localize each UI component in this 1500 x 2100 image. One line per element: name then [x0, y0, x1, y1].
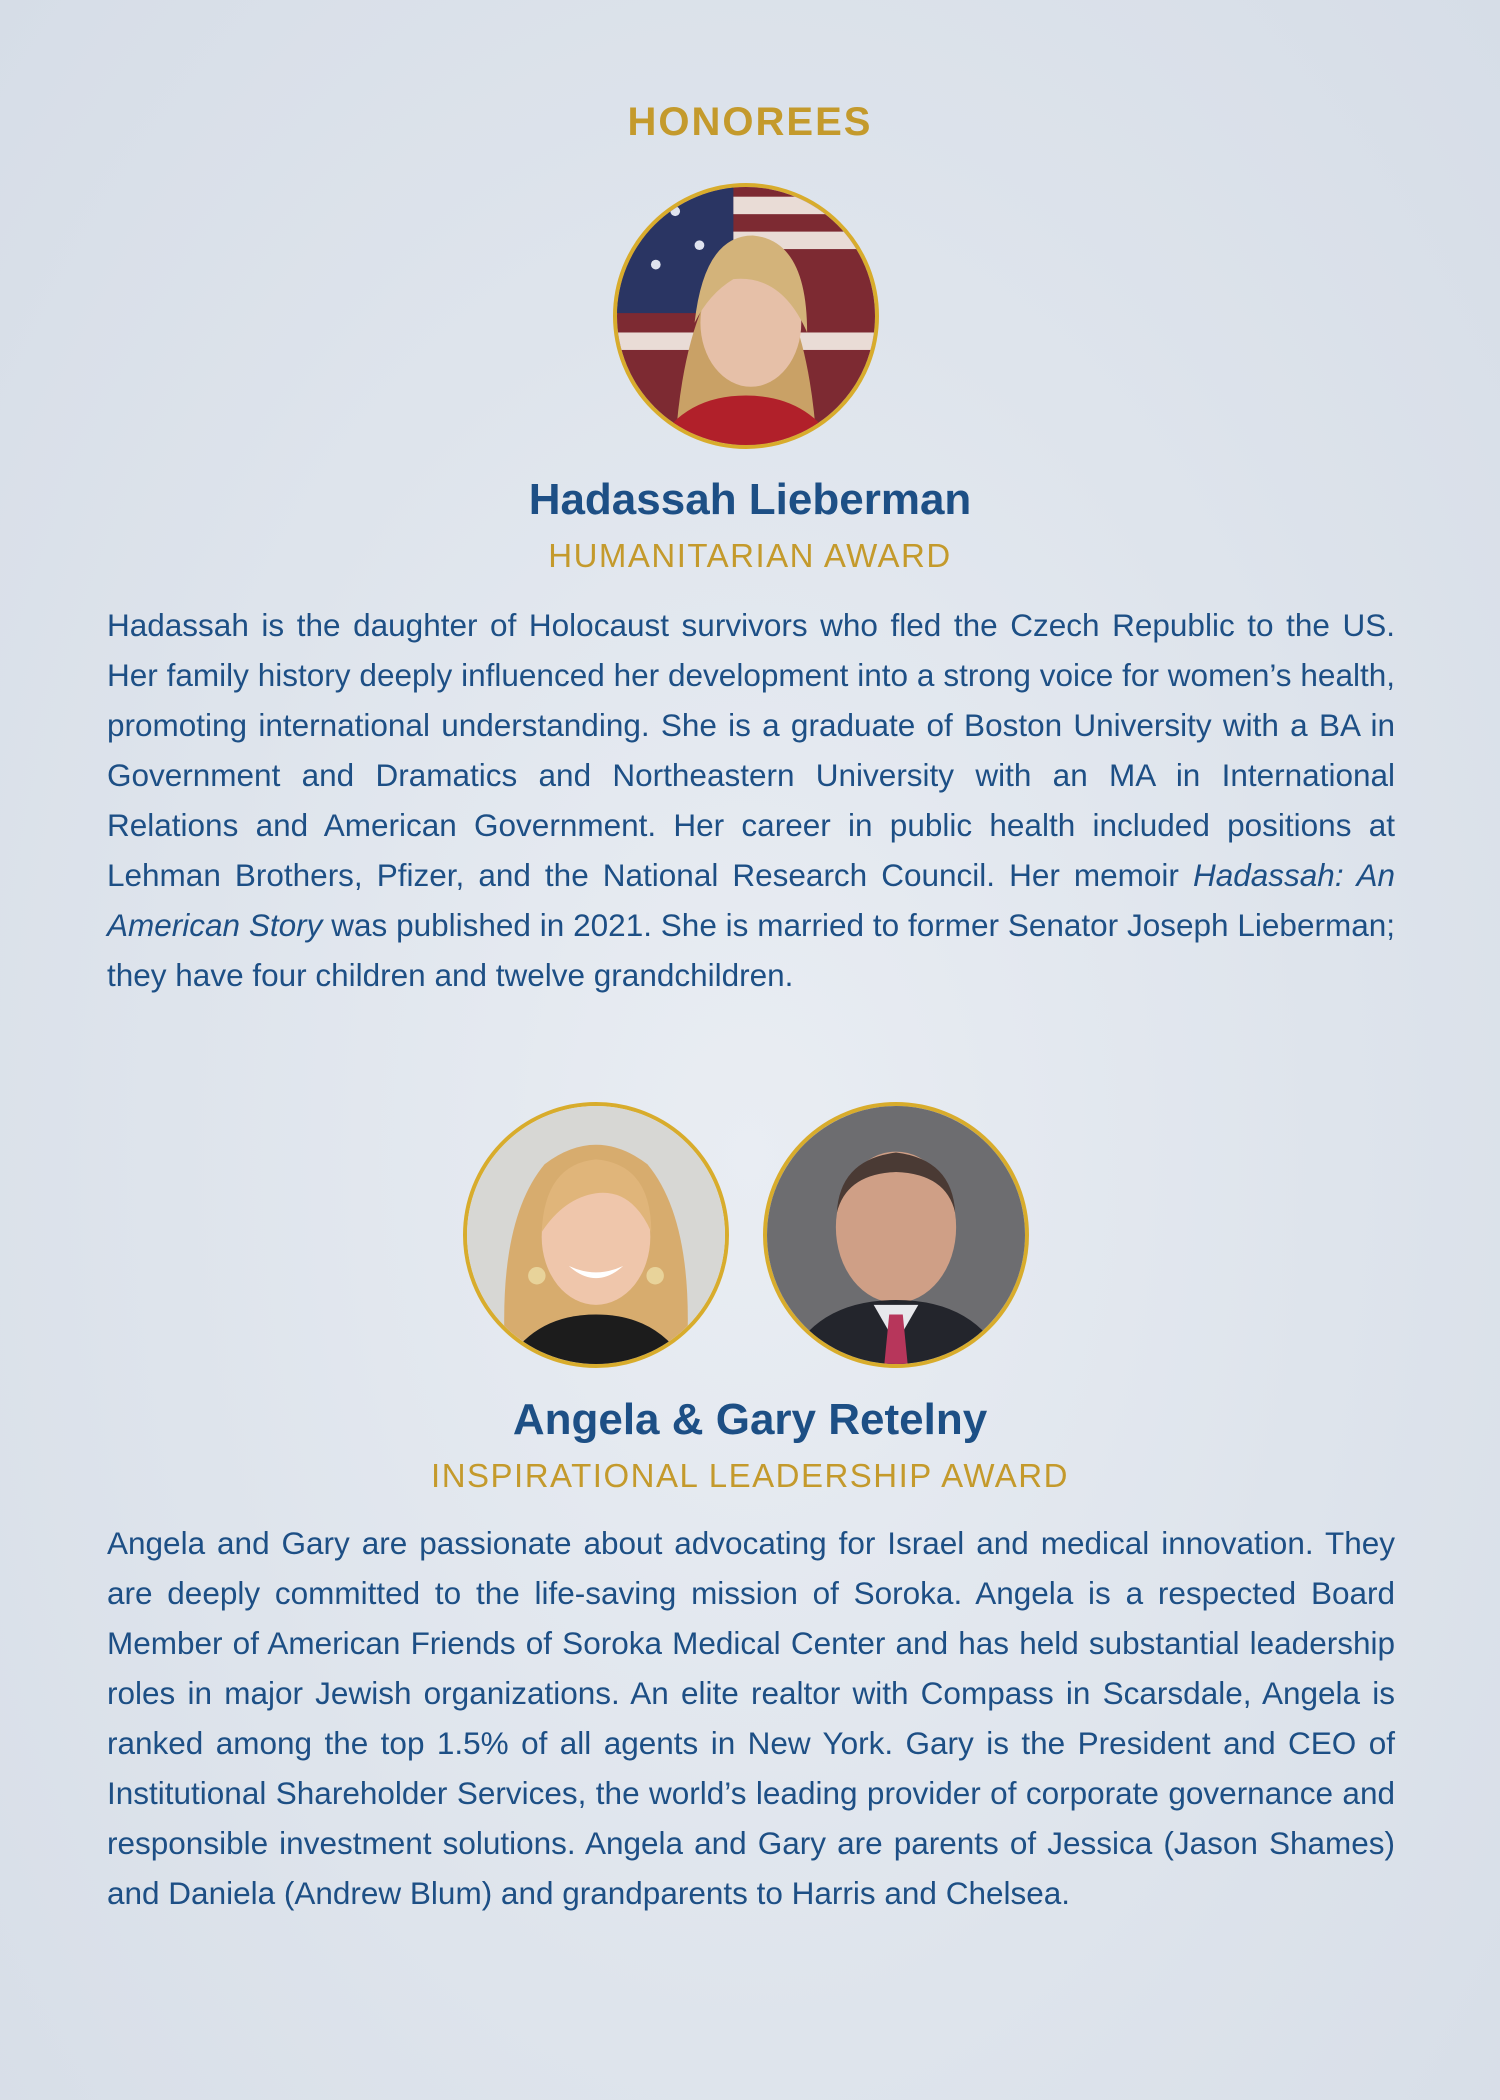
award-title: INSPIRATIONAL LEADERSHIP AWARD [431, 1457, 1069, 1494]
bio-text-continued: was published in 2021. She is married to former Senator Joseph Lieberman; they have four children and twelve grandchildren. [107, 907, 1395, 993]
honoree-bio [107, 600, 1395, 1000]
honoree-name: Hadassah Lieberman [528, 475, 972, 524]
book-title: Hadassah: An American Story [107, 857, 1395, 943]
portrait-hadassah-lieberman [613, 183, 879, 449]
portrait-hadassah-image [617, 187, 875, 445]
honoree-name: Angela & Gary Retelny [512, 1395, 988, 1444]
portrait-angela-image [467, 1106, 725, 1364]
section-heading: HONOREES [627, 100, 873, 144]
honoree-bio: Angela and Gary are passionate about advocating for Israel and medical innovation. They are deeply committed to the life-saving mission of Soroka. Angela is a respected Board Member of American Friends of Soroka Medical Center and has held substantial leadership roles in major Jewish organizations. An elite realtor with Compass in Scarsdale, Angela is ranked among the top 1.5% of all agents in New York. Gary is the President and CEO of Institutional Shareholder Services, the world’s leading provider of corporate governance and responsible investment solutions. Angela and Gary are parents of Jessica (Jason Shames) and Daniela (Andrew Blum) and grandparents to Harris and Chelsea. [107, 1525, 1395, 1911]
portrait-gary-image [767, 1106, 1025, 1364]
award-title: HUMANITARIAN AWARD [548, 537, 952, 574]
bio-text: Hadassah is the daughter of Holocaust survivors who fled the Czech Republic to the US. Her family history deeply influenced her development into a strong voice for women’s health, promoting international understanding. She is a graduate of Boston University with a BA in Government and Dramatics and Northeastern University with an MA in International Relations and American Government. Her career in public health included positions at Lehman Brothers, Pfizer, and the National Research Council. Her memoir [107, 607, 1395, 893]
portrait-gary-retelny [763, 1102, 1029, 1368]
portrait-angela-retelny [463, 1102, 729, 1368]
